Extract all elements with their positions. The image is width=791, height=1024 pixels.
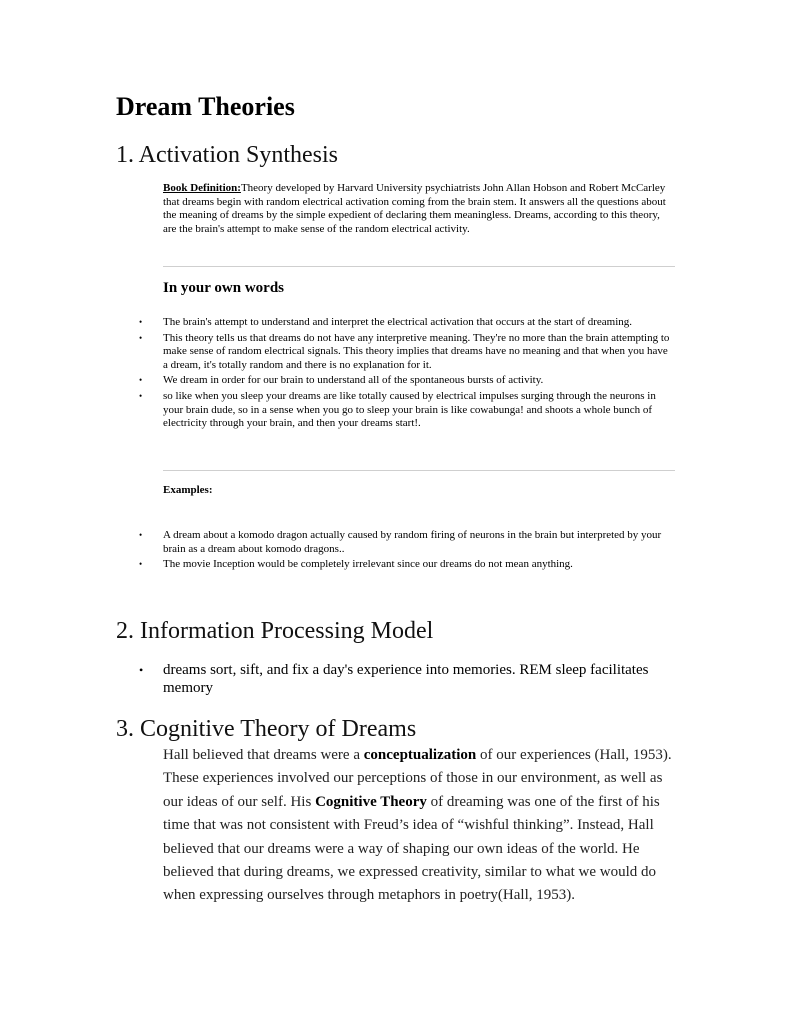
section-heading-information-processing: 2. Information Processing Model [116, 618, 434, 644]
own-words-list [139, 316, 675, 433]
section-heading-cognitive-theory: 3. Cognitive Theory of Dreams [116, 716, 417, 742]
list-item-text: This theory tells us that dreams do not have any interpretive meaning. They're no more than the brain attempting to make sense of random electrical signals. This theory implies that dreams have no meaning and that when you have a dream, it's totally random and there is no explanation for it. [163, 331, 670, 371]
list-item-text: dreams sort, sift, and fix a day's experience into memories. REM sleep facilitates memory [163, 662, 649, 696]
bullet-icon: • [139, 559, 143, 570]
list-item-text: We dream in order for our brain to understand all of the spontaneous bursts of activity. [163, 374, 544, 387]
bullet-icon: • [139, 530, 143, 540]
bullet-icon: • [139, 663, 144, 677]
divider [163, 266, 675, 267]
bullet-icon: • [139, 332, 143, 343]
bullet-icon: • [139, 317, 143, 327]
divider [163, 470, 675, 471]
paragraph-text: of dreaming was one of the first of his time that was not consistent with Freud’s idea of “wishful thinking”. Instead, Hall believed that our dreams were a way of shaping our own ideas of the world. He believed that during dreams, we expressed creativity, similar to what we would do when expressing ourselves through metaphors in poetry(Hall, 1953). [163, 793, 660, 904]
examples-heading: Examples: [163, 484, 213, 496]
paragraph-text: Hall believed that dreams were a [163, 747, 364, 763]
list-item [139, 529, 675, 556]
page-title: Dream Theories [116, 92, 295, 121]
bullet-icon: • [139, 375, 143, 386]
list-item [139, 558, 675, 572]
list-item-text: so like when you sleep your dreams are like totally caused by electrical impulses surging through the neurons in your brain dude, so in a sense when you go to sleep your brain is like cowabunga! and shoots a whole bunch of electricity through your brain, and then your dreams start!. [163, 389, 656, 430]
bullet-icon: • [139, 390, 143, 401]
own-words-heading: In your own words [163, 280, 285, 296]
paragraph-text: of our experiences (Hall, 1953). These experiences involved our perceptions of those in our environment, as well as our ideas of our self. His [163, 747, 672, 810]
cognitive-theory-paragraph [163, 744, 675, 908]
list-item [139, 661, 675, 697]
definition-text: Theory developed by Harvard University psychiatrists John Allan Hobson and Robert McCarley that dreams begin with random electrical activation coming from the brain stem. It answers all the questions about the meaning of dreams by the simple expedient of declaring them meaningless. Dreams, according to this theory, are the brain's attempt to make sense of the random electrical activity. [163, 182, 666, 235]
bold-term: conceptualization [363, 747, 477, 763]
list-item [139, 374, 675, 388]
list-item-text: The movie Inception would be completely irrelevant since our dreams do not mean anything. [163, 558, 573, 571]
list-item [139, 331, 675, 373]
section-heading-activation-synthesis: 1. Activation Synthesis [116, 142, 338, 168]
examples-list [139, 529, 675, 574]
bold-term: Cognitive Theory [315, 793, 427, 810]
list-item-text: A dream about a komodo dragon actually caused by random firing of neurons in the brain but interpreted by your brain as a dream about komodo dragons.. [163, 529, 662, 555]
definition-label: Book Definition: [163, 182, 241, 194]
book-definition [163, 182, 675, 236]
list-item [139, 389, 675, 431]
list-item-text: The brain's attempt to understand and interpret the electrical activation that occurs at the start of dreaming. [163, 316, 632, 328]
list-item [139, 316, 675, 330]
information-processing-list [139, 661, 675, 697]
